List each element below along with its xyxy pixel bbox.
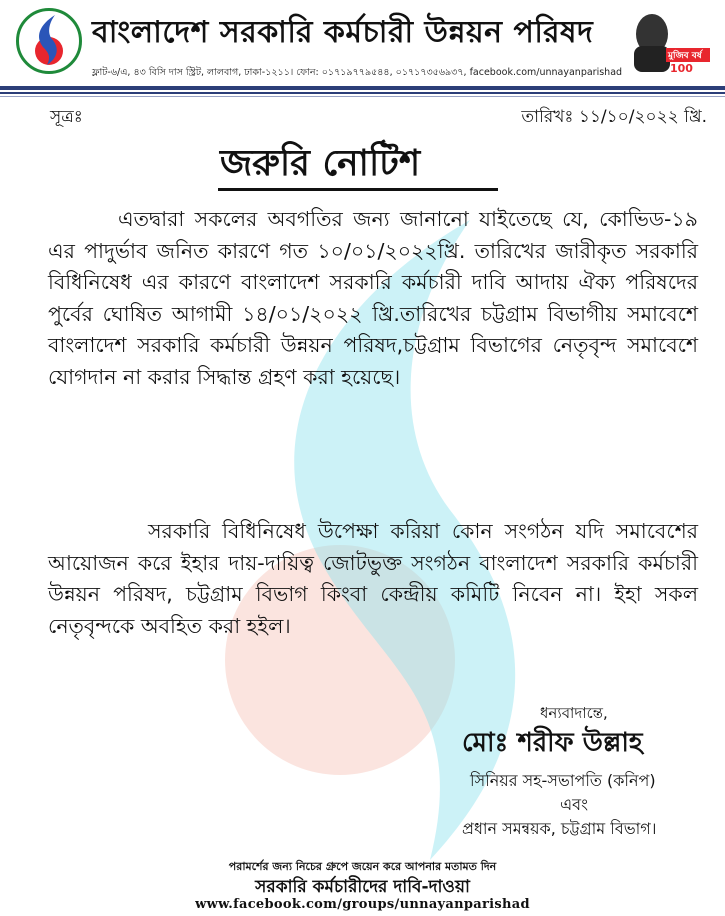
notice-paragraph-2: সরকারি বিধিনিষেধ উপেক্ষা করিয়া কোন সংগঠন যদি সমাবেশের আয়োজন করে ইহার দায়-দায়িত্ব জোটভুক্ত সংগঠন বাংলাদেশ সরকারি কর্মচারী উন্নয়ন পরিষদ, চট্টগ্রাম বিভাগ কিংবা কেন্দ্রীয় কমিটি নিবেন না। ইহা সকল নেতৃবৃন্দকে অবহিত করা হইল। xyxy=(48,519,698,638)
header-rule-bottom xyxy=(0,96,725,97)
notice-title: জরুরি নোটিশ xyxy=(220,143,421,184)
date-label: তারিখঃ ১১/১০/২০২২ খ্রি. xyxy=(521,107,707,127)
signature-closing: ধন্যবাদান্তে, xyxy=(540,704,608,722)
reference-label: সূত্রঃ xyxy=(50,107,83,127)
footer-note: পরামর্শের জন্য নিচের গ্রুপে জয়েন করে আপনার মতামত দিন xyxy=(228,860,497,873)
footer-group-url[interactable]: www.facebook.com/groups/unnayanparishad xyxy=(195,897,530,912)
organization-address: ফ্লাট-৬/এ, ৪৩ বিসি দাস স্ট্রিট, লালবাগ, ঢাকা-১২১১। ফোন: ০১৭১৯৭৭৯৫৪৪, ০১৭১৭৩৫৬৯৩৭, facebook.com/unnayanparishad xyxy=(92,67,623,78)
organization-logo xyxy=(16,8,82,74)
svg-text:100: 100 xyxy=(670,62,693,75)
header-rule-mid xyxy=(0,92,725,94)
footer-group-name: সরকারি কর্মচারীদের দাবি-দাওয়া xyxy=(255,877,470,897)
signatory-designation-1: সিনিয়র সহ-সভাপতি (কনিপ) xyxy=(470,771,656,790)
organization-name: বাংলাদেশ সরকারি কর্মচারী উন্নয়ন পরিষদ xyxy=(92,15,594,50)
notice-paragraph-1: এতদ্বারা সকলের অবগতির জন্য জানানো যাইতেছে যে, কোভিড-১৯ এর পাদুর্ভাব জনিত কারণে গত ১০/০১/২০২২খ্রি. তারিখের জারীকৃত সরকারি বিধিনিষেধ এর কারণে বাংলাদেশ সরকারি কর্মচারী দাবি আদায় ঐক্য পরিষদের পুর্বের ঘোষিত আগামী ১৪/০১/২০২২ খ্রি.তারিখের চট্টগ্রাম বিভাগীয় সমাবেশে বাংলাদেশ সরকারি কর্মচারী উন্নয়ন পরিষদ,চট্টগ্রাম বিভাগের নেতৃবৃন্দ সমাবেশে যোগদান না করার সিদ্ধান্ত গ্রহণ করা হয়েছে। xyxy=(48,207,698,389)
logo-caption: মুজিব বর্ষ xyxy=(668,51,702,61)
signatory-conjunction: এবং xyxy=(560,795,588,814)
signatory-designation-2: প্রধান সমন্বয়ক, চট্টগ্রাম বিভাগ। xyxy=(462,819,657,838)
title-underline xyxy=(218,188,498,191)
signatory-name: মোঃ শরীফ উল্লাহ xyxy=(462,728,643,758)
portrait-shoulders xyxy=(634,46,670,72)
header-rule-top xyxy=(0,86,725,90)
mujib-borsho-logo xyxy=(622,6,712,76)
